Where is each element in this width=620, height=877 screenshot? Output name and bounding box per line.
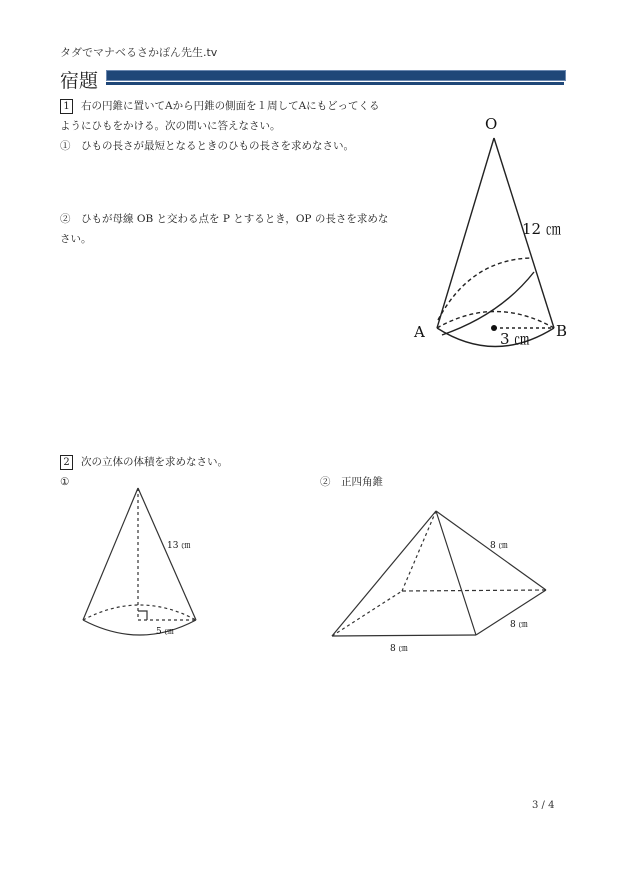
- question-text: 次の立体の体積を求めなさい。: [81, 456, 228, 468]
- label-base-front-8: 8 ㎝: [390, 644, 408, 654]
- page-number: 3 / 4: [532, 800, 555, 811]
- question-text: ようにひもをかける。次の問いに答えなさい。: [60, 120, 281, 132]
- question-number: 1: [60, 99, 73, 114]
- label-base-side-8: 8 ㎝: [510, 620, 528, 630]
- label-slant-13: 13 ㎝: [167, 541, 191, 551]
- cone-string-figure: [410, 110, 580, 370]
- question-number: 2: [60, 455, 73, 470]
- cone-figure: [70, 480, 220, 650]
- label-slant-12: 12 ㎝: [522, 220, 561, 238]
- sub-question-text: さい。: [60, 233, 92, 245]
- sub-question-text: ② ひもが母線 OB と交わる点を P とするとき，OP の長さを求めな: [60, 213, 389, 225]
- question-text: 右の円錐に置いてAから円錐の側面を１周してAにもどってくる: [81, 100, 380, 112]
- sub-question-2: [60, 209, 410, 249]
- title-bar-thin: [106, 82, 564, 85]
- sub-question-1-label: ①: [60, 476, 70, 488]
- label-radius-3: 3 ㎝: [500, 330, 530, 348]
- label-edge-8: 8 ㎝: [490, 541, 508, 551]
- label-a: A: [414, 323, 425, 341]
- pyramid-figure: [310, 470, 570, 660]
- question-1: [60, 96, 410, 156]
- sub-question-2-label: ② 正四角錐: [320, 476, 383, 488]
- question-2: [60, 452, 560, 472]
- title-bar-thick: [106, 70, 566, 81]
- sub-question-1: ① ひもの長さが最短となるときのひもの長さを求めなさい。: [60, 140, 354, 152]
- label-apex-o: O: [485, 115, 498, 133]
- site-name: タダでマナベるさかぽん先生.tv: [60, 46, 218, 59]
- page-title: 宿題: [60, 70, 99, 92]
- label-radius-5: 5 ㎝: [156, 627, 174, 637]
- label-b: B: [556, 322, 568, 340]
